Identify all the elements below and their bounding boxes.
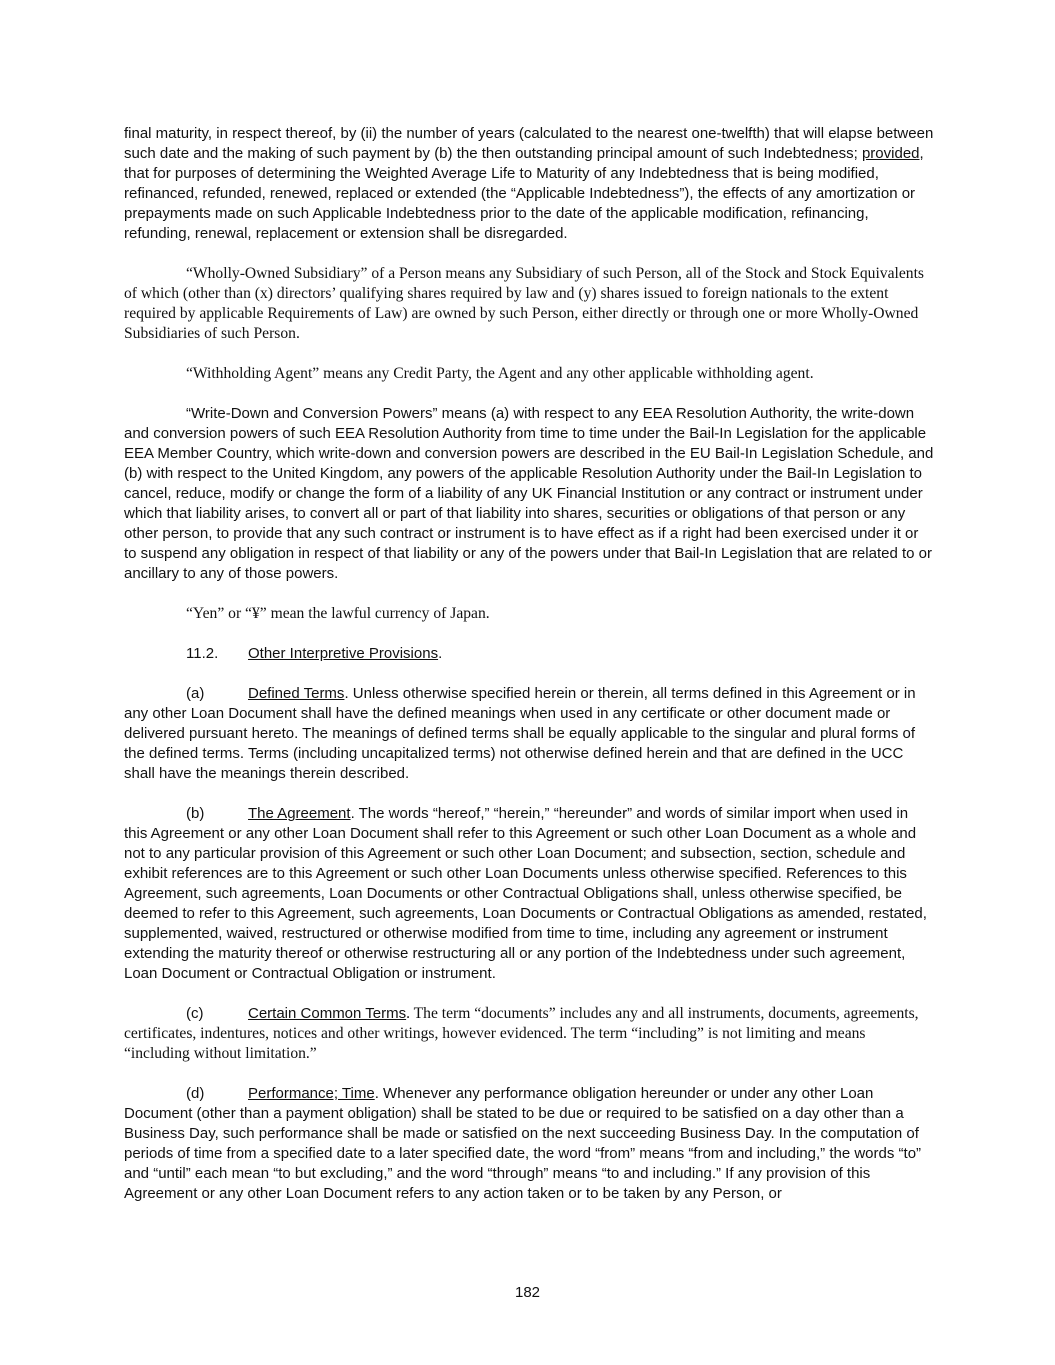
definition-yen bbox=[124, 604, 934, 624]
provision-c bbox=[124, 1004, 934, 1064]
definition-wholly-owned-subsidiary bbox=[124, 264, 934, 344]
provision-d bbox=[124, 1084, 934, 1204]
definition-withholding-agent bbox=[124, 364, 934, 384]
provision-label: (b) bbox=[186, 805, 205, 822]
continuation-text-rest: , that for purposes of determining the Weighted Average Life to Maturity of any Indebtedness that is being modified, refinanced, refunded, renewed, replaced or extended (the “Applicable Indebtedness”), the effects of any amortization or prepayments made on such Applicable Indebtedness prior to the date of the applicable modification, refinancing, refunding, renewal, replacement or extension shall be disregarded. bbox=[124, 145, 924, 242]
provision-label: (a) bbox=[186, 685, 205, 702]
provision-text: . Whenever any performance obligation hereunder or under any other Loan Document (other than a payment obligation) shall be stated to be due or required to be satisfied on a day other than a Business Day, such performance shall be made or satisfied on the next succeeding Business Day. In the computation of periods of time from a specified date to a later specified date, the word “from” means “from and including,” the words “to” and “until” each mean “to but excluding,” and the word “through” means “to and including.” If any provision of this Agreement or any other Loan Document refers to any action taken or to be taken by any Person, or bbox=[124, 1085, 922, 1202]
provision-a bbox=[124, 684, 934, 784]
provision-label: (d) bbox=[186, 1085, 205, 1102]
definition-text: “Yen” or “¥” mean the lawful currency of Japan. bbox=[186, 605, 490, 622]
provision-label: (c) bbox=[186, 1005, 204, 1022]
provision-text: . The words “hereof,” “herein,” “hereunder” and words of similar import when used in this Agreement or any other Loan Document shall refer to this Agreement or such other Loan Document as a whole and not to any particular provision of this Agreement or such other Loan Document; and subsection, section, schedule and exhibit references are to this Agreement or such other Loan Documents unless otherwise specified. References to this Agreement, such agreements, Loan Documents or other Contractual Obligations shall, unless otherwise specified, be deemed to refer to this Agreement, such agreements, Loan Documents or Contractual Obligations as amended, restated, supplemented, waived, restructured or otherwise modified from time to time, including any agreement or instrument extending the maturity thereof or otherwise restructuring all or any portion of the Indebtedness under such agreement, Loan Document or Contractual Obligation or instrument. bbox=[124, 805, 927, 982]
provision-text: . Unless otherwise specified herein or therein, all terms defined in this Agreement or in any other Loan Document shall have the defined meanings when used in any certificate or other document made or delivered pursuant hereto. The meanings of defined terms shall be equally applicable to the singular and plural forms of the defined terms. Terms (including uncapitalized terms) not otherwise defined herein and that are defined in the UCC shall have the meanings therein described. bbox=[124, 685, 916, 782]
section-heading bbox=[124, 644, 934, 664]
definition-text: “Wholly-Owned Subsidiary” of a Person means any Subsidiary of such Person, all of the Stock and Stock Equivalents of which (other than (x) directors’ qualifying shares required by law and (y) shares issued to foreign nationals to the extent required by applicable Requirements of Law) are owned by such Person, either directly or through one or more Wholly-Owned Subsidiaries of such Person. bbox=[124, 265, 924, 342]
section-number: 11.2. bbox=[186, 645, 219, 662]
definition-text: “Withholding Agent” means any Credit Party, the Agent and any other applicable withholding agent. bbox=[186, 365, 814, 382]
page-number: 182 bbox=[514, 1284, 541, 1301]
provision-heading: Certain Common Terms bbox=[248, 1005, 407, 1022]
provision-heading: Defined Terms bbox=[248, 685, 345, 702]
provision-b bbox=[124, 804, 934, 984]
provided-term: provided bbox=[861, 145, 920, 162]
provision-heading: The Agreement bbox=[248, 805, 351, 822]
definition-text: “Write-Down and Conversion Powers” means (a) with respect to any EEA Resolution Authority, the write-down and conversion powers of such EEA Resolution Authority from time to time under the Bail-In Legislation for the applicable EEA Member Country, which write-down and conversion powers are described in the EU Bail-In Legislation Schedule, and (b) with respect to the United Kingdom, any powers of the applicable Resolution Authority under the Bail-In Legislation to cancel, reduce, modify or change the form of a liability of any UK Financial Institution or any contract or instrument under which that liability arises, to convert all or part of that liability into shares, securities or obligations of that person or any other person, to provide that any such contract or instrument is to have effect as if a right had been exercised under it or to suspend any obligation in respect of that liability or any of the powers under that Bail-In Legislation that are related to or ancillary to any of those powers. bbox=[124, 405, 934, 582]
section-title: Other Interpretive Provisions bbox=[248, 645, 439, 662]
paragraph-continuation bbox=[124, 124, 934, 244]
continuation-text: final maturity, in respect thereof, by (ii) the number of years (calculated to the nearest one-twelfth) that will elapse between such date and the making of such payment by (b) the then outstanding principal amount of such Indebtedness; bbox=[124, 125, 934, 162]
definition-write-down-conversion-powers bbox=[124, 404, 934, 584]
provision-heading: Performance; Time bbox=[248, 1085, 375, 1102]
section-period: . bbox=[438, 645, 443, 662]
provision-text: . The term “documents” includes any and all instruments, documents, agreements, certificates, indentures, notices and other writings, however evidenced. The term “including” is not limiting and means “including without limitation.” bbox=[124, 1005, 919, 1062]
